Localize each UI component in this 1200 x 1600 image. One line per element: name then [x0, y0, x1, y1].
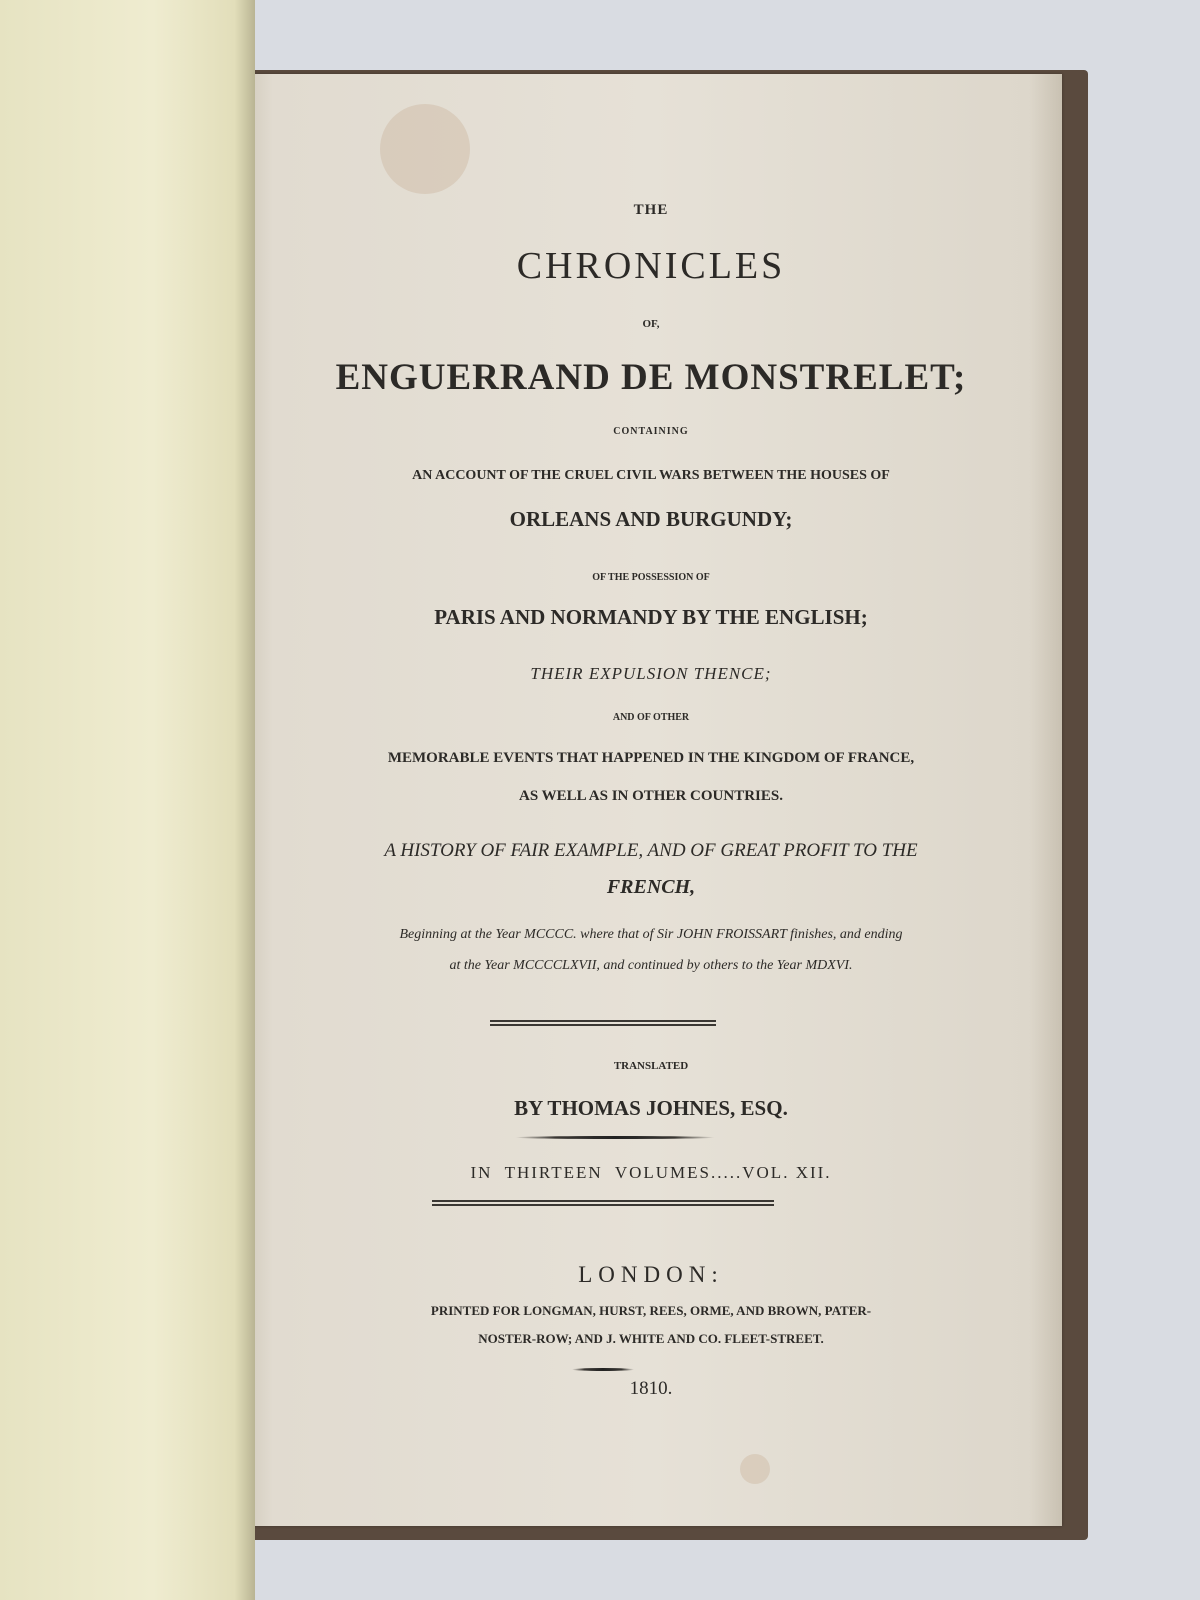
city-line: LONDON:: [578, 1262, 724, 1287]
countries-line: AS WELL AS IN OTHER COUNTRIES.: [519, 788, 783, 804]
author-name: ENGUERRAND DE MONSTRELET;: [335, 357, 967, 398]
of-label: OF,: [642, 318, 660, 330]
containing-label: CONTAINING: [613, 426, 689, 437]
double-rule: [490, 1020, 716, 1026]
year-line: 1810.: [629, 1378, 673, 1399]
flyleaf-page: [0, 0, 255, 1600]
beginning-line-2: at the Year MCCCCLXVII, and continued by others to the Year MDXVI.: [449, 958, 853, 973]
translated-label: TRANSLATED: [613, 1060, 689, 1072]
the-label: THE: [633, 202, 669, 218]
ornamental-rule: [515, 1136, 715, 1139]
main-title: CHRONICLES: [516, 245, 786, 287]
volumes-line: IN THIRTEEN VOLUMES.....VOL. XII.: [470, 1163, 832, 1182]
french-line: FRENCH,: [606, 876, 696, 898]
printer-line-2: NOSTER-ROW; AND J. WHITE AND CO. FLEET-STREET.: [478, 1331, 824, 1346]
houses-line: ORLEANS AND BURGUNDY;: [509, 507, 793, 531]
printer-line-1: PRINTED FOR LONGMAN, HURST, REES, ORME, AND BROWN, PATER-: [430, 1303, 872, 1318]
translator-line: BY THOMAS JOHNES, ESQ.: [514, 1096, 788, 1120]
paris-line: PARIS AND NORMANDY BY THE ENGLISH;: [434, 605, 868, 629]
expulsion-line: THEIR EXPULSION THENCE;: [530, 664, 772, 683]
history-line: A HISTORY OF FAIR EXAMPLE, AND OF GREAT PROFIT TO THE: [384, 840, 918, 861]
and-other-line: AND OF OTHER: [612, 712, 690, 723]
foxing-stain: [740, 1454, 770, 1484]
beginning-line-1: Beginning at the Year MCCCC. where that of Sir JOHN FROISSART finishes, and ending: [399, 927, 903, 942]
foxing-stain: [380, 104, 470, 194]
ornamental-rule: [572, 1368, 634, 1371]
possession-line: OF THE POSSESSION OF: [592, 572, 710, 583]
memorable-line: MEMORABLE EVENTS THAT HAPPENED IN THE KINGDOM OF FRANCE,: [387, 750, 915, 766]
account-line: AN ACCOUNT OF THE CRUEL CIVIL WARS BETWEEN THE HOUSES OF: [412, 468, 890, 483]
double-rule: [432, 1200, 774, 1206]
